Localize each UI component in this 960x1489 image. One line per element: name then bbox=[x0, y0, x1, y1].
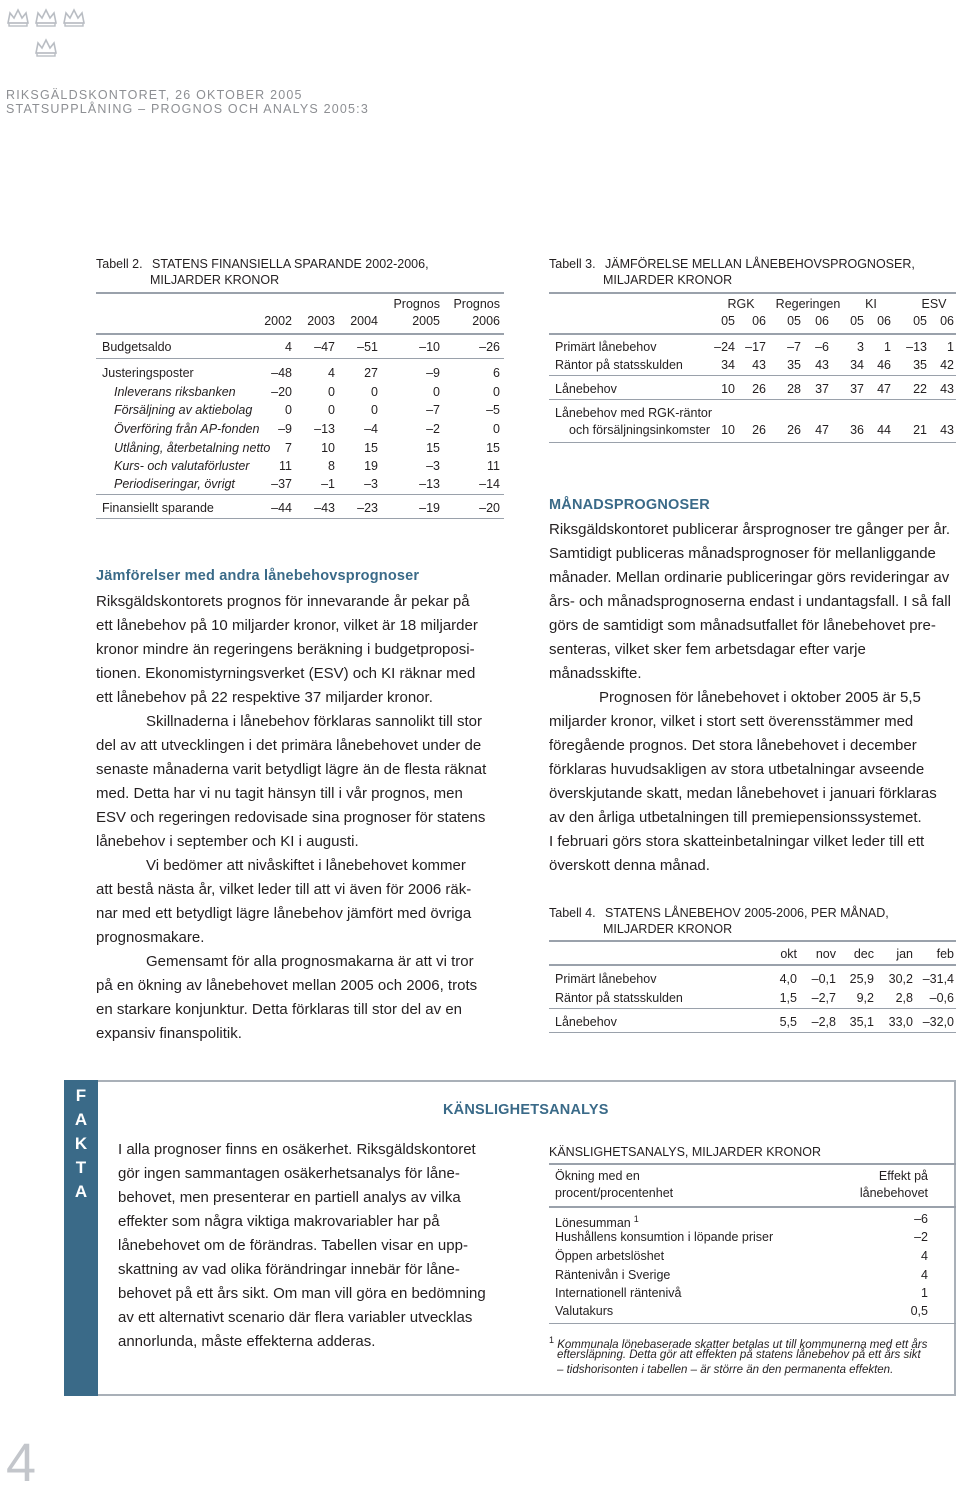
table2-col-2006: 2006 bbox=[472, 314, 500, 328]
table2-row-rule bbox=[96, 358, 504, 359]
table3-cell: 35 bbox=[787, 358, 801, 372]
table2-cell: 11 bbox=[487, 459, 500, 473]
text-line: lånebehovet om de förändras. Tabellen visar en upp- bbox=[118, 1237, 468, 1254]
table4-cell: –2,7 bbox=[811, 991, 836, 1005]
sens-row-label-text: Öppen arbetslöshet bbox=[555, 1249, 665, 1263]
fakta-letter-f: F bbox=[75, 1086, 87, 1105]
table2-cell: 15 bbox=[426, 441, 440, 455]
right-heading: MÅNADSPROGNOSER bbox=[549, 497, 710, 513]
text-line: kronor mindre än regeringens beräkning i budgetproposi- bbox=[96, 641, 475, 658]
text-line: behovet, men presenterar en partiell analys av vilka bbox=[118, 1189, 461, 1206]
table4-cell: 2,8 bbox=[895, 991, 913, 1005]
text-line: av den årliga utbetalningen till premiepensionssystemet. bbox=[549, 809, 922, 826]
sens-row-label-text: Hushållens konsumtion i löpande priser bbox=[555, 1230, 774, 1244]
table2-row-label: Utlåning, återbetalning netto bbox=[114, 441, 271, 455]
table2-cell: –2 bbox=[426, 422, 440, 436]
text-line: del av att utvecklingen i det primära lånebehovet under de bbox=[96, 737, 482, 754]
table3-row-label-2: och försäljningsinkomster bbox=[569, 423, 711, 437]
table4-row-label: Räntor på statsskulden bbox=[555, 991, 683, 1005]
text-line: med. Detta har vi nu tagit hänsyn till i vår prognos, men bbox=[96, 785, 463, 802]
table4-col-header: feb bbox=[936, 947, 954, 961]
table2-col-2002: 2002 bbox=[264, 314, 292, 328]
table3-year-header: 06 bbox=[815, 314, 829, 328]
table2-cell: 15 bbox=[486, 441, 500, 455]
fakta-letter-a2: A bbox=[74, 1182, 88, 1201]
text-line: prognosmakare. bbox=[96, 929, 205, 946]
text-line: behovet på ett års sikt. Om man vill göra en bedömning bbox=[118, 1285, 486, 1302]
table3-row-label: Räntor på statsskulden bbox=[555, 358, 683, 372]
table4-caption bbox=[549, 905, 889, 922]
sens-head-left2: procent/procentenhet bbox=[555, 1186, 674, 1200]
sens-row-label-text: Internationell räntenivå bbox=[555, 1286, 682, 1300]
sens-row-label-text: Lönesumman bbox=[555, 1216, 631, 1231]
table3-cell: 22 bbox=[913, 382, 927, 396]
table2-cell: –4 bbox=[364, 422, 378, 436]
table2-cell: –14 bbox=[479, 477, 500, 491]
sens-row-label bbox=[555, 1248, 664, 1264]
table2-cell: 8 bbox=[328, 459, 335, 473]
text-line: skattning av vad olika förändringar innebär för låne- bbox=[118, 1261, 460, 1278]
table3-cell: 1 bbox=[947, 340, 954, 354]
table2-row-label: Finansiellt sparande bbox=[102, 501, 214, 515]
table3-cell: 37 bbox=[850, 382, 864, 396]
table3-cell: –24 bbox=[714, 340, 735, 354]
table4-cell: 30,2 bbox=[888, 972, 913, 986]
table2-cell: 0 bbox=[493, 422, 500, 436]
table2-title1: STATENS FINANSIELLA SPARANDE 2002-2006, bbox=[152, 257, 429, 271]
table2-row-label: Inleverans riksbanken bbox=[114, 385, 236, 399]
table3-caption bbox=[549, 256, 915, 273]
text-line: I februari görs stora skatteinbetalningar vilket leder till ett bbox=[549, 833, 925, 850]
sens-head-left1: Ökning med en bbox=[555, 1169, 640, 1183]
table2-row-rule bbox=[96, 494, 504, 495]
text-line: Riksgäldskontorets prognos för innevarande år pekar på bbox=[96, 593, 470, 610]
text-line: lånebehov i september och KI i augusti. bbox=[96, 833, 359, 850]
sens-head-right1: Effekt på bbox=[878, 1169, 928, 1183]
table4-row-label: Primärt lånebehov bbox=[555, 972, 657, 986]
table2-cell: –48 bbox=[271, 366, 292, 380]
table2-cell: 0 bbox=[433, 385, 440, 399]
table2-cell: –19 bbox=[419, 501, 440, 515]
table3-cell: 44 bbox=[877, 423, 891, 437]
sens-rule-head bbox=[549, 1206, 956, 1208]
sens-head-right2: lånebehovet bbox=[859, 1186, 928, 1200]
sens-rule-top bbox=[549, 1163, 956, 1165]
table2-row-label: Kurs- och valutaförluster bbox=[114, 459, 250, 473]
table2-cell: –3 bbox=[426, 459, 440, 473]
table3-cell: 46 bbox=[877, 358, 891, 372]
table3-cell: 43 bbox=[752, 358, 766, 372]
table3-row-label: Lånebehov bbox=[555, 382, 617, 396]
table2-col-top-5: Prognos bbox=[453, 297, 500, 311]
text-line: annorlunda, måste effekterna adderas. bbox=[118, 1333, 376, 1350]
table4-cell: –32,0 bbox=[922, 1015, 954, 1029]
table4-row-rule bbox=[549, 1032, 956, 1033]
table4-rule-top bbox=[549, 940, 956, 942]
table3-cell: 43 bbox=[940, 382, 954, 396]
table3-year-header: 05 bbox=[721, 314, 735, 328]
table3-cell: –13 bbox=[906, 340, 927, 354]
table4-cell: –0,1 bbox=[811, 972, 836, 986]
table2-cell: 6 bbox=[493, 366, 500, 380]
text-line: görs de samtidigt som månadsutfallet för lånebehovet pre- bbox=[549, 617, 936, 634]
table3-row-rule bbox=[549, 442, 956, 443]
table2-cell: –5 bbox=[486, 403, 500, 417]
header-line-1: RIKSGÄLDSKONTORET, 26 OKTOBER 2005 bbox=[6, 88, 303, 102]
table2-cell: –13 bbox=[314, 422, 335, 436]
table2-row-label: Försäljning av aktiebolag bbox=[114, 403, 253, 417]
text-line: nar med ett betydligt lägre lånebehov jämfört med övriga bbox=[96, 905, 472, 922]
table2-rule-top bbox=[96, 292, 504, 294]
sens-footnote-3: – tidshorisonten i tabellen – är större än den permanenta effekten. bbox=[557, 1364, 894, 1376]
text-line: ett lånebehov på 10 miljarder kronor, vilket är 18 miljarder bbox=[96, 617, 478, 634]
table2-row-label: Justeringsposter bbox=[102, 366, 194, 380]
table3-cell: 28 bbox=[787, 382, 801, 396]
table3-label: Tabell 3. bbox=[549, 257, 596, 271]
table2-cell: 0 bbox=[285, 403, 292, 417]
sens-row-label bbox=[555, 1303, 613, 1319]
table2-cell: –20 bbox=[271, 385, 292, 399]
table3-cell: 37 bbox=[815, 382, 829, 396]
table3-year-header: 05 bbox=[850, 314, 864, 328]
table4-title1: STATENS LÅNEBEHOV 2005-2006, PER MÅNAD, bbox=[605, 906, 889, 920]
table4-cell: 33,0 bbox=[888, 1015, 913, 1029]
table3-year-header: 06 bbox=[752, 314, 766, 328]
left-heading: Jämförelser med andra lånebehovsprognoser bbox=[96, 568, 420, 584]
table4-col-header: nov bbox=[815, 947, 836, 961]
table3-cell: 36 bbox=[850, 423, 864, 437]
table3-cell: 10 bbox=[721, 382, 735, 396]
table2-rule-bottom bbox=[96, 518, 504, 519]
table2-cell: 0 bbox=[371, 403, 378, 417]
table3-cell: 3 bbox=[857, 340, 864, 354]
table2-cell: –26 bbox=[479, 340, 500, 354]
text-line: överskott denna månad. bbox=[549, 857, 710, 874]
text-line: års- och månadsprognoserna endast i undantagsfall. I så fall bbox=[549, 593, 951, 610]
text-line: överskjutande skatt, medan lånebehovet i januari förklaras bbox=[549, 785, 937, 802]
table3-row-label: Primärt lånebehov bbox=[555, 340, 657, 354]
sens-footnote-text1: Kommunala lönebaserade skatter betalas ut till kommunerna med ett års bbox=[557, 1338, 928, 1351]
text-line: förklaras huvudsakligen av stora utbetalningar avseende bbox=[549, 761, 925, 778]
table2-cell: 0 bbox=[493, 385, 500, 399]
sens-footnote-2: eftersläpning. Detta gör att effekten på statens lånebehov på ett års sikt bbox=[557, 1349, 921, 1361]
table4-row-label: Lånebehov bbox=[555, 1015, 617, 1029]
table2-cell: 0 bbox=[371, 385, 378, 399]
table3-rule-head bbox=[549, 333, 956, 335]
table3-cell: 34 bbox=[850, 358, 864, 372]
table2-cell: –20 bbox=[479, 501, 500, 515]
text-line: senteras, vilket sker fem arbetsdagar efter varje månadsskifte. bbox=[549, 641, 866, 682]
table2-col-2004: 2004 bbox=[350, 314, 378, 328]
table4-cell: 9,2 bbox=[856, 991, 874, 1005]
table2-cell: –3 bbox=[364, 477, 378, 491]
table2-cell: –10 bbox=[419, 340, 440, 354]
text-line: ESV och regeringen redovisade sina prognoser för statens bbox=[96, 809, 486, 826]
table4-cell: –31,4 bbox=[922, 972, 954, 986]
table2-col-2003: 2003 bbox=[307, 314, 335, 328]
table3-cell: 42 bbox=[940, 358, 954, 372]
table3-cell: 47 bbox=[877, 382, 891, 396]
fakta-letter-a: A bbox=[74, 1110, 88, 1129]
text-line: expansiv finanspolitik. bbox=[96, 1025, 242, 1042]
table2-cell: –1 bbox=[321, 477, 335, 491]
table2-cell: –43 bbox=[314, 501, 335, 515]
sens-row-value: 1 bbox=[921, 1286, 928, 1300]
table2-col-2005: 2005 bbox=[412, 314, 440, 328]
table3-group-header: KI bbox=[865, 297, 877, 311]
table3-title2: MILJARDER KRONOR bbox=[603, 273, 733, 287]
table3-cell: –6 bbox=[815, 340, 829, 354]
sens-table-title: KÄNSLIGHETSANALYS, MILJARDER KRONOR bbox=[549, 1145, 822, 1159]
table3-row-rule bbox=[549, 375, 956, 376]
table2-cell: 4 bbox=[285, 340, 292, 354]
table2-row-label: Periodiseringar, övrigt bbox=[114, 477, 235, 491]
text-line: Gemensamt för alla prognosmakarna är att vi tror bbox=[146, 953, 474, 970]
sens-row-value: –6 bbox=[914, 1212, 928, 1226]
table4-col-header: jan bbox=[896, 947, 913, 961]
table4-cell: 5,5 bbox=[779, 1015, 797, 1029]
table3-cell: 35 bbox=[913, 358, 927, 372]
table3-year-header: 05 bbox=[787, 314, 801, 328]
fakta-heading: KÄNSLIGHETSANALYS bbox=[443, 1102, 609, 1118]
table4-col-header: dec bbox=[853, 947, 874, 961]
table2-cell: 4 bbox=[328, 366, 335, 380]
text-line: gör ingen sammantagen osäkerhetsanalys för låne- bbox=[118, 1165, 460, 1182]
crown-icon bbox=[34, 34, 58, 58]
table4-row-rule bbox=[549, 1008, 956, 1009]
crowns-logo bbox=[6, 4, 84, 64]
sens-row-value: 4 bbox=[921, 1249, 928, 1263]
sens-row-label bbox=[555, 1267, 670, 1283]
table2-caption bbox=[96, 256, 429, 273]
table3-row-rule bbox=[549, 399, 956, 400]
table2-cell: 27 bbox=[364, 366, 378, 380]
text-line: senaste månaderna varit betydligt lägre än de flesta räknat bbox=[96, 761, 487, 778]
sens-row-label bbox=[555, 1285, 681, 1301]
table3-group-header: Regeringen bbox=[775, 297, 841, 311]
table4-cell: –0,6 bbox=[929, 991, 954, 1005]
table2-cell: –44 bbox=[271, 501, 292, 515]
table3-cell: 1 bbox=[884, 340, 891, 354]
table2-cell: –13 bbox=[419, 477, 440, 491]
table3-cell: –7 bbox=[787, 340, 801, 354]
table2-label: Tabell 2. bbox=[96, 257, 143, 271]
table4-cell: 4,0 bbox=[779, 972, 797, 986]
text-line: Samtidigt publiceras månadsprognoser för mellanliggande bbox=[549, 545, 936, 562]
sens-row-value: –2 bbox=[914, 1230, 928, 1244]
sens-row-label-text: Räntenivån i Sverige bbox=[555, 1268, 671, 1282]
text-line: föregående prognos. Det stora lånebehovet i december bbox=[549, 737, 917, 754]
text-line: Prognosen för lånebehovet i oktober 2005 är 5,5 bbox=[599, 689, 921, 706]
table2-row-label: Överföring från AP-fonden bbox=[114, 422, 260, 436]
table2-cell: –47 bbox=[314, 340, 335, 354]
page-number: 4 bbox=[6, 1433, 37, 1489]
table3-cell: 43 bbox=[940, 423, 954, 437]
right-body-text bbox=[549, 518, 960, 878]
table4-cell: –2,8 bbox=[811, 1015, 836, 1029]
table2-cell: –37 bbox=[271, 477, 292, 491]
table2-cell: 10 bbox=[321, 441, 335, 455]
table2-cell: –9 bbox=[426, 366, 440, 380]
table2-title2: MILJARDER KRONOR bbox=[150, 273, 280, 287]
text-line: att bestå nästa år, vilket leder till att vi även för 2006 räk- bbox=[96, 881, 472, 898]
table2-cell: 11 bbox=[279, 459, 292, 473]
text-line: Riksgäldskontoret publicerar årsprognoser tre gånger per år. bbox=[549, 521, 951, 538]
crown-icon bbox=[62, 4, 86, 28]
text-line: tionen. Ekonomistyrningsverket (ESV) och KI räknar med bbox=[96, 665, 476, 682]
table3-title1: JÄMFÖRELSE MELLAN LÅNEBEHOVSPROGNOSER, bbox=[605, 257, 915, 271]
table3-cell: 21 bbox=[913, 423, 927, 437]
table3-group-header: ESV bbox=[921, 297, 947, 311]
crown-icon bbox=[6, 4, 30, 28]
sens-row-label bbox=[555, 1229, 773, 1245]
text-line: av ett alternativt scenario där flera variabler utvecklas bbox=[118, 1309, 473, 1326]
table2-cell: 7 bbox=[285, 441, 292, 455]
table2-rule-head bbox=[96, 333, 504, 335]
fakta-letter-k: K bbox=[74, 1134, 88, 1153]
crown-icon bbox=[34, 4, 58, 28]
text-line: en starkare konjunktur. Detta förklaras till stor del av en bbox=[96, 1001, 463, 1018]
table2-cell: 0 bbox=[328, 385, 335, 399]
table3-cell: 47 bbox=[815, 423, 829, 437]
sens-footnote-mark: 1 bbox=[549, 1335, 555, 1345]
sens-row-footnote-mark: 1 bbox=[633, 1214, 639, 1224]
text-line: ett lånebehov på 22 respektive 37 miljarder kronor. bbox=[96, 689, 433, 706]
table3-cell: 26 bbox=[787, 423, 801, 437]
fakta-body-text bbox=[118, 1138, 518, 1354]
table2-row-label: Budgetsaldo bbox=[102, 340, 172, 354]
table4-title2: MILJARDER KRONOR bbox=[603, 922, 733, 936]
table2-cell: –9 bbox=[278, 422, 292, 436]
text-line: Vi bedömer att nivåskiftet i lånebehovet kommer bbox=[146, 857, 466, 874]
table4-cell: 35,1 bbox=[849, 1015, 874, 1029]
text-line: på en ökning av lånebehovet mellan 2005 och 2006, trots bbox=[96, 977, 478, 994]
table3-cell: 10 bbox=[721, 423, 735, 437]
table3-rule-top bbox=[549, 292, 956, 294]
table4-cell: 25,9 bbox=[849, 972, 874, 986]
sens-rule-bottom bbox=[549, 1323, 956, 1324]
table3-group-header: RGK bbox=[727, 297, 755, 311]
table3-year-header: 06 bbox=[940, 314, 954, 328]
table3-cell: 26 bbox=[752, 423, 766, 437]
table2-col-top-4: Prognos bbox=[393, 297, 440, 311]
table2-cell: –51 bbox=[357, 340, 378, 354]
table3-cell: 34 bbox=[721, 358, 735, 372]
table4-label: Tabell 4. bbox=[549, 906, 596, 920]
table2-cell: –23 bbox=[357, 501, 378, 515]
sens-row-value: 4 bbox=[921, 1268, 928, 1282]
table2-cell: 15 bbox=[364, 441, 378, 455]
header-line-2: STATSUPPLÅNING – PROGNOS OCH ANALYS 2005:3 bbox=[6, 102, 370, 116]
table3-row-label: Lånebehov med RGK-räntor bbox=[555, 406, 713, 420]
table3-cell: 43 bbox=[815, 358, 829, 372]
left-body-text bbox=[96, 590, 508, 1046]
table4-col-header: okt bbox=[780, 947, 797, 961]
table2-cell: –7 bbox=[426, 403, 440, 417]
table3-cell: 26 bbox=[752, 382, 766, 396]
table2-cell: 19 bbox=[364, 459, 378, 473]
table4-cell: 1,5 bbox=[779, 991, 797, 1005]
text-line: miljarder kronor, vilket i stort sett överensstämmer med bbox=[549, 713, 914, 730]
table3-cell: –17 bbox=[745, 340, 766, 354]
table3-year-header: 05 bbox=[913, 314, 927, 328]
sens-row-value: 0,5 bbox=[910, 1304, 928, 1318]
text-line: effekter som några viktiga makrovariabler har på bbox=[118, 1213, 440, 1230]
sens-row-label-text: Valutakurs bbox=[555, 1304, 614, 1318]
table4-rule-head bbox=[549, 964, 956, 966]
text-line: I alla prognoser finns en osäkerhet. Riksgäldskontoret bbox=[118, 1141, 476, 1158]
text-line: månader. Mellan ordinarie publiceringar görs revideringar av bbox=[549, 569, 950, 586]
text-line: Skillnaderna i lånebehov förklaras sannolikt till stor bbox=[146, 713, 483, 730]
table3-year-header: 06 bbox=[877, 314, 891, 328]
table2-cell: 0 bbox=[328, 403, 335, 417]
fakta-letter-t: T bbox=[75, 1158, 87, 1177]
